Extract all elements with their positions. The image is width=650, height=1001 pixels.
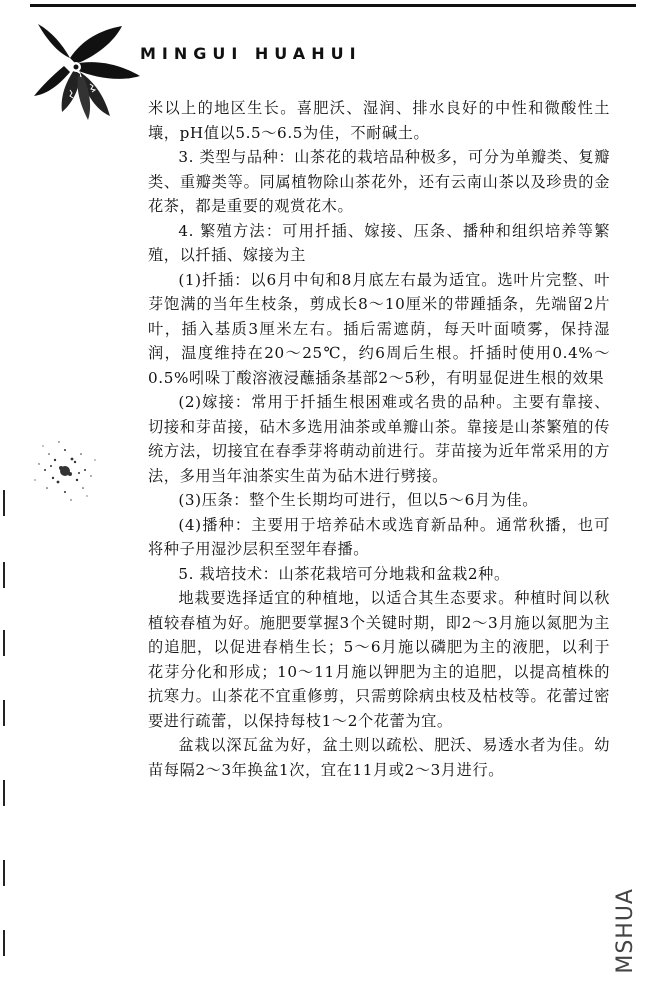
paragraph-layering: (3)压条：整个生长期均可进行，但以5～6月为佳。	[178, 491, 538, 509]
body-text	[148, 96, 610, 782]
left-margin-marks	[0, 490, 8, 970]
paragraph-continued: 米以上的地区生长。喜肥沃、湿润、排水良好的中性和微酸性土壤，pH值以5.5～6.5为佳，不耐碱土。	[148, 99, 610, 142]
header-rule	[30, 4, 636, 7]
paragraph-propagation: 4. 繁殖方法：可用扦插、嫁接、压条、播种和组织培养等繁殖，以扦插、嫁接为主	[148, 221, 610, 264]
speckled-ornament	[25, 430, 105, 512]
paragraph-cutting: (1)扦插：以6月中旬和8月底左右最为适宜。选叶片完整、叶芽饱满的当年生枝条，剪成长8～10厘米的带踵插条，先端留2片叶，插入基质3厘米左右。插后需遮荫，每天叶面喷雾，保持湿润，温度维持在20～25℃，约6周后生根。扦插时使用0.4%～0.5%吲哚丁酸溶液浸蘸插条基部2～5秒，有明显促进生根的效果	[148, 270, 610, 387]
watermark: MSHUA	[613, 888, 638, 974]
paragraph-sowing: (4)播种：主要用于培养砧木或选育新品种。通常秋播，也可将种子用湿沙层积至翌年春播。	[148, 515, 610, 558]
paragraph-ground-planting: 地栽要选择适宜的种植地，以适合其生态要求。种植时间以秋植较春植为好。施肥要掌握3个关键时期，即2～3月施以氮肥为主的追肥，以促进春梢生长；5～6月施以磷肥为主的液肥，以利于花芽分化和形成；10～11月施以钾肥为主的追肥，以提高植株的抗寒力。山茶花不宜重修剪，只需剪除病虫枝及枯枝等。花蕾过密要进行疏蕾，以保持每枝1～2个花蕾为宜。	[148, 589, 610, 730]
page-header-title: MINGUI HUAHUI	[140, 44, 362, 63]
paragraph-cultivation: 5. 栽培技术：山茶花栽培可分地栽和盆栽2种。	[178, 564, 510, 583]
paragraph-grafting: (2)嫁接：常用于扦插生根困难或名贵的品种。主要有靠接、切接和芽苗接，砧木多选用油茶或单瓣山茶。靠接是山茶繁殖的传统方法，切接宜在春季芽将萌动前进行。芽苗接为近年常采用的方法，多用当年油茶实生苗为砧木进行劈接。	[148, 393, 610, 485]
paragraph-varieties: 3. 类型与品种：山茶花的栽培品种极多，可分为单瓣类、复瓣类、重瓣类等。同属植物除山茶花外，还有云南山茶以及珍贵的金花茶，都是重要的观赏花木。	[148, 148, 610, 215]
paragraph-pot-planting: 盆栽以深瓦盆为好，盆土则以疏松、肥沃、易透水者为佳。幼苗每隔2～3年换盆1次，宜在11月或2～3月进行。	[148, 736, 610, 779]
orchid-flower-illustration	[30, 20, 148, 136]
